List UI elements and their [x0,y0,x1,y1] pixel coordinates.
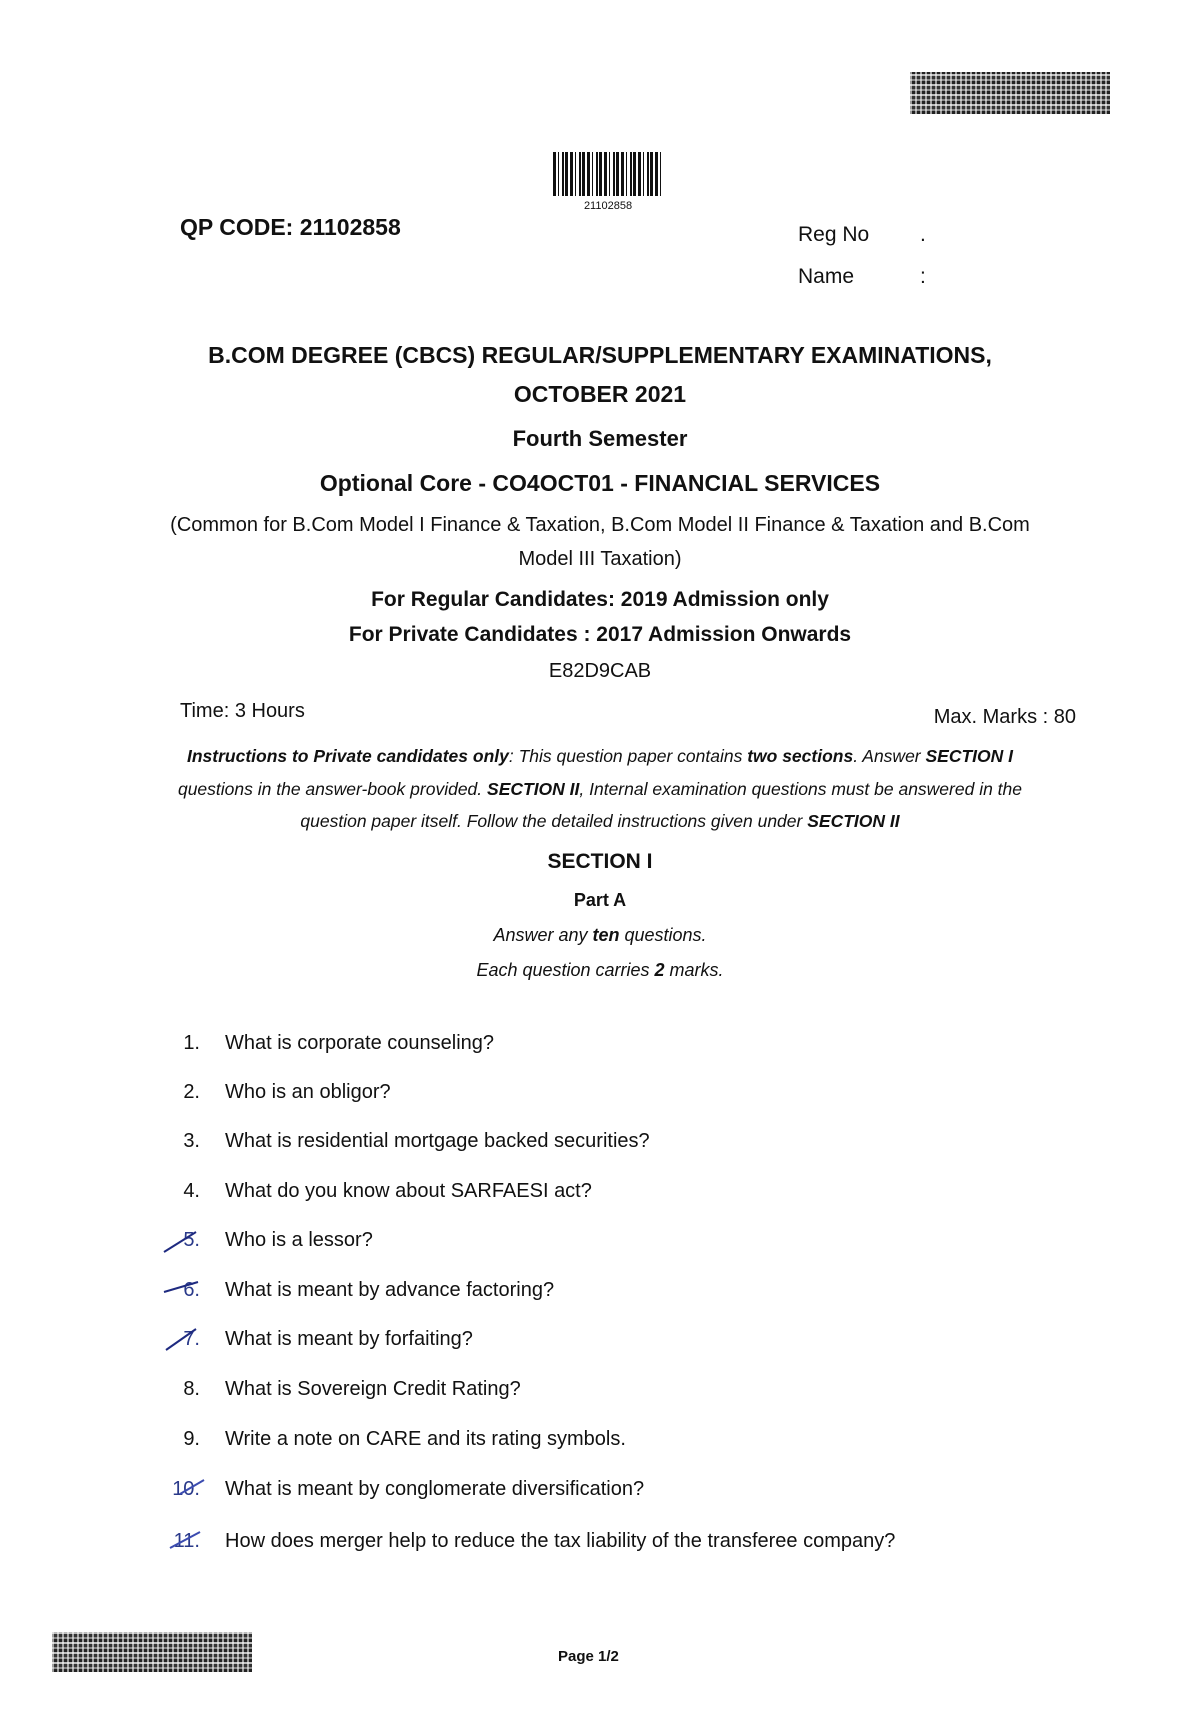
part-title: Part A [573,890,627,910]
exam-title: B.COM DEGREE (CBCS) REGULAR/SUPPLEMENTARY EXAMINATIONS, [208,342,992,368]
question-number: 7. [183,1328,200,1350]
question-text: What is meant by forfaiting? [225,1328,473,1350]
question-number: 8. [183,1378,200,1400]
top-right-barcode [910,72,1110,114]
bottom-left-barcode [52,1632,252,1672]
exam-time: Time: 3 Hours [180,700,305,722]
paper-code: E82D9CAB [548,660,652,682]
page-number: Page 1/2 [558,1648,619,1665]
question-text: Who is an obligor? [225,1081,391,1103]
question-number: 6. [183,1279,200,1301]
question-text: What is meant by advance factoring? [225,1279,555,1301]
reg-no-separator: . [920,223,926,246]
part-instruction-1: Answer any ten questions. [493,925,707,945]
question-text: Who is a lessor? [225,1229,373,1251]
question-number: 1. [183,1032,200,1054]
qp-code: QP CODE: 21102858 [180,214,401,240]
instructions-line1: Instructions to Private candidates only: This question paper contains two sections. Answer SECTION I [186,746,1014,766]
semester: Fourth Semester [512,426,688,451]
question-text: What is Sovereign Credit Rating? [225,1378,521,1400]
instructions-line2: questions in the answer-book provided. SECTION II, Internal examination questions must be answered in the [177,779,1023,799]
question-text: What do you know about SARFAESI act? [225,1180,592,1202]
common-note-line1: (Common for B.Com Model I Finance & Taxation, B.Com Model II Finance & Taxation and B.Com [170,514,1030,536]
question-text: How does merger help to reduce the tax liability of the transferee company? [225,1530,896,1552]
question-number: 2. [183,1081,200,1103]
question-number: 10. [172,1478,200,1500]
barcode-number: 21102858 [583,200,633,212]
question-number: 5. [183,1229,200,1251]
question-text: What is residential mortgage backed securities? [225,1130,650,1152]
question-number: 3. [183,1130,200,1152]
max-marks: Max. Marks : 80 [933,706,1076,728]
question-number: 11. [173,1530,200,1552]
question-text: What is meant by conglomerate diversification? [225,1478,645,1500]
name-label: Name [798,265,855,288]
center-barcode [553,152,663,196]
reg-no-label: Reg No [798,223,870,246]
private-candidates: For Private Candidates : 2017 Admission Onwards [348,623,852,646]
course-title: Optional Core - CO4OCT01 - FINANCIAL SERVICES [319,470,881,496]
common-note-line2: Model III Taxation) [518,548,682,570]
part-instruction-2: Each question carries 2 marks. [476,960,724,980]
regular-candidates: For Regular Candidates: 2019 Admission only [371,588,829,611]
section-title: SECTION I [547,850,653,873]
instructions-lead: Instructions to Private candidates only [186,746,509,766]
question-text: Write a note on CARE and its rating symbols. [225,1428,626,1450]
question-number: 4. [183,1180,200,1202]
question-text: What is corporate counseling? [225,1032,495,1054]
exam-date: OCTOBER 2021 [513,381,687,407]
question-number: 9. [183,1428,200,1450]
instructions-line3: question paper itself. Follow the detailed instructions given under SECTION II [300,811,900,831]
name-separator: : [920,265,926,288]
